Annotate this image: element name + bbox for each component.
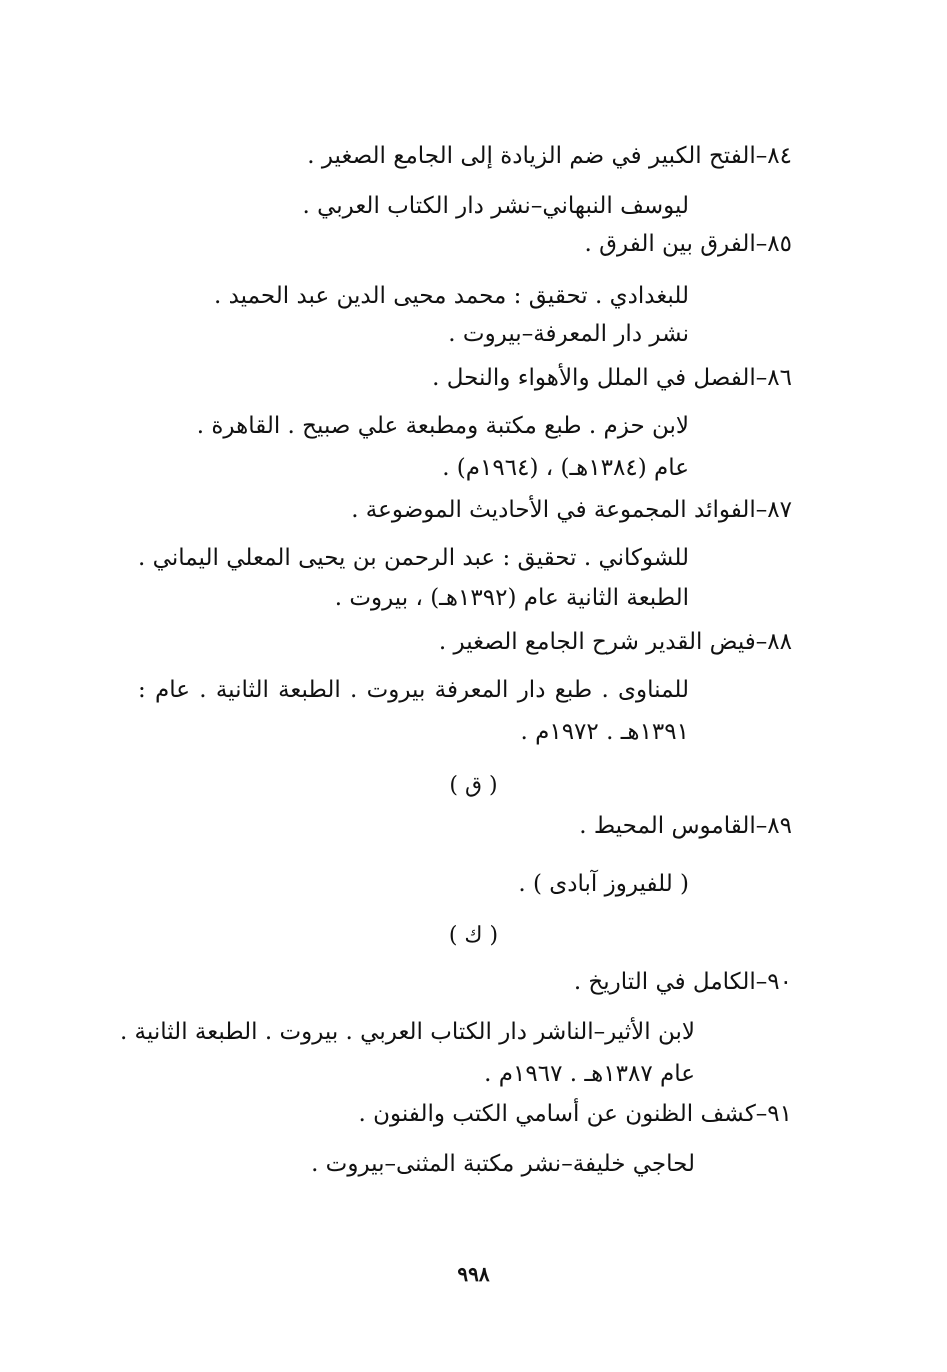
entry-87-detail-2: الطبعة الثانية عام (١٣٩٢هـ) ، بيروت .	[334, 585, 689, 611]
entry-85-detail-1: للبغدادي . تحقيق : محمد محيى الدين عبد الحميد .	[213, 283, 689, 309]
entry-86-title: ٨٦–الفصل في الملل والأهواء والنحل .	[432, 365, 792, 391]
page-number: ٩٩٨	[457, 1262, 490, 1286]
entry-84-detail-1: ليوسف النبهاني–نشر دار الكتاب العربي .	[302, 193, 689, 219]
entry-84-title: ٨٤–الفتح الكبير في ضم الزيادة إلى الجامع الصغير .	[307, 143, 792, 169]
entry-91-detail-1: لحاجي خليفة–نشر مكتبة المثنى–بيروت .	[311, 1151, 695, 1177]
entry-86-detail-1: لابن حزم . طبع مكتبة ومطبعة علي صبيح . القاهرة .	[196, 413, 689, 439]
entry-88-detail-1: للمناوى . طبع دار المعرفة بيروت . الطبعة الثانية . عام :	[138, 677, 689, 703]
entry-86-detail-2: عام (١٣٨٤هـ) ، (١٩٦٤م) .	[442, 455, 689, 481]
entry-87-detail-1: للشوكاني . تحقيق : عبد الرحمن بن يحيى المعلي اليماني .	[138, 545, 689, 571]
entry-90-detail-2: عام ١٣٨٧هـ . ١٩٦٧م .	[484, 1061, 695, 1087]
entry-90-detail-1: لابن الأثير–الناشر دار الكتاب العربي . بيروت . الطبعة الثانية .	[119, 1019, 695, 1045]
entry-85-title: ٨٥–الفرق بين الفرق .	[584, 231, 792, 257]
section-heading-qaf: ( ق )	[449, 773, 498, 798]
section-heading-kaf: ( ك )	[448, 923, 499, 948]
entry-91-title: ٩١–كشف الظنون عن أسامي الكتب والفنون .	[358, 1101, 792, 1127]
entry-89-detail-1: ( للفيروز آبادى ) .	[518, 871, 689, 897]
entry-89-title: ٨٩–القاموس المحيط .	[579, 813, 792, 839]
entry-87-title: ٨٧–الفوائد المجموعة في الأحاديث الموضوعة .	[351, 497, 792, 523]
entry-90-title: ٩٠–الكامل في التاريخ .	[573, 969, 792, 995]
entry-88-title: ٨٨–فيض القدير شرح الجامع الصغير .	[438, 629, 792, 655]
entry-85-detail-2: نشر دار المعرفة–بيروت .	[448, 321, 689, 347]
entry-88-detail-2: ١٣٩١هـ . ١٩٧٢م .	[520, 719, 689, 745]
